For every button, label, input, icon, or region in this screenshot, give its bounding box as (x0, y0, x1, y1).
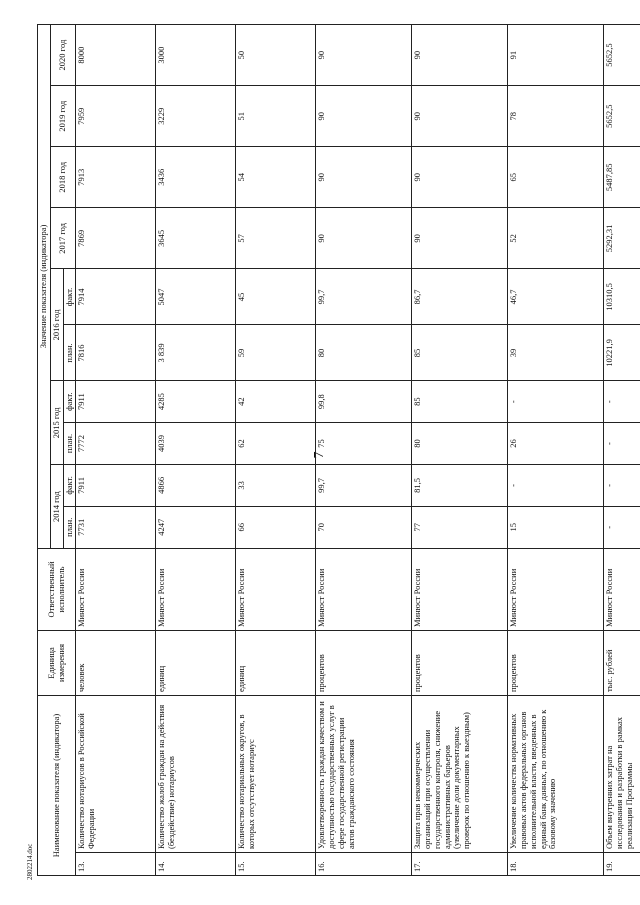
table-row (412, 25, 508, 876)
value-2017: 5292,31 (604, 208, 640, 269)
value-2015-plan: 26 (508, 422, 604, 464)
header-2018: 2018 год (50, 147, 76, 208)
unit-cell: процентов (508, 631, 604, 696)
indicator-name: Объем внутренних затрат на исследования и разработки в рамках реализации Программы (604, 696, 640, 853)
value-2018: 3436 (156, 147, 236, 208)
value-2018: 90 (316, 147, 412, 208)
indicator-name: Увеличение количества нормативных правовых актов федеральных органов исполнительной власти, введенных в единый банк данных, по отношению к базовому значению (508, 696, 604, 853)
value-2014-plan: 4247 (156, 506, 236, 548)
value-2019: 5652,5 (604, 86, 640, 147)
value-2016-fact: 7914 (76, 269, 156, 325)
value-2015-fact: 99,8 (316, 381, 412, 422)
indicators-table (37, 24, 640, 876)
indicator-name: Количество жалоб граждан на действия (бездействие) нотариусов (156, 696, 236, 853)
executor-cell: Минюст России (156, 549, 236, 631)
value-2016-fact: 46,7 (508, 269, 604, 325)
executor-cell: Минюст России (236, 549, 316, 631)
value-2019: 90 (412, 86, 508, 147)
value-2015-plan: 62 (236, 422, 316, 464)
value-2015-fact: 42 (236, 381, 316, 422)
value-2014-plan: 66 (236, 506, 316, 548)
value-2015-fact: 85 (412, 381, 508, 422)
value-2018: 90 (412, 147, 508, 208)
unit-cell: процентов (412, 631, 508, 696)
indicator-name: Количество нотариусов в Российской Федерации (76, 696, 156, 853)
value-2016-plan: 10221,9 (604, 325, 640, 381)
value-2016-plan: 59 (236, 325, 316, 381)
value-2017: 7869 (76, 208, 156, 269)
value-2016-fact: 45 (236, 269, 316, 325)
value-2014-fact: 81,5 (412, 465, 508, 506)
header-2015: 2015 год (50, 381, 63, 465)
header-plan-2014: план. (63, 506, 76, 548)
value-2016-plan: 80 (316, 325, 412, 381)
table-row (156, 25, 236, 876)
header-fact-2016: факт. (63, 269, 76, 325)
header-name: Наименование показателя (индикатора) (38, 696, 76, 876)
value-2017: 90 (316, 208, 412, 269)
value-2014-fact: - (508, 465, 604, 506)
executor-cell: Минюст России (316, 549, 412, 631)
unit-cell: тыс. рублей (604, 631, 640, 696)
table-row (316, 25, 412, 876)
value-2020: 90 (412, 25, 508, 86)
executor-cell: Минюст России (412, 549, 508, 631)
value-2015-fact: 7911 (76, 381, 156, 422)
value-2017: 3645 (156, 208, 236, 269)
value-2016-plan: 39 (508, 325, 604, 381)
header-2014: 2014 год (50, 465, 63, 549)
value-2015-plan: 7772 (76, 422, 156, 464)
row-number: 18. (508, 853, 604, 876)
value-2016-plan: 85 (412, 325, 508, 381)
row-number: 17. (412, 853, 508, 876)
value-2015-plan: 4039 (156, 422, 236, 464)
value-2019: 90 (316, 86, 412, 147)
header-plan-2015: план. (63, 422, 76, 464)
unit-cell: единиц (156, 631, 236, 696)
value-2015-fact: - (604, 381, 640, 422)
header-2016: 2016 год (50, 269, 63, 381)
table-row (76, 25, 156, 876)
value-2016-fact: 10310,5 (604, 269, 640, 325)
page-number: 7 (312, 451, 327, 459)
value-2016-fact: 99,7 (316, 269, 412, 325)
value-2015-fact: - (508, 381, 604, 422)
rotated-page-content (37, 24, 637, 876)
header-plan-2016: план. (63, 325, 76, 381)
value-2015-plan: 80 (412, 422, 508, 464)
row-number: 14. (156, 853, 236, 876)
header-values: Значение показателя (индикатора) (38, 25, 51, 549)
header-executor: Ответственный исполнитель (38, 549, 76, 631)
executor-cell: Минюст России (604, 549, 640, 631)
value-2020: 5652,5 (604, 25, 640, 86)
value-2018: 7913 (76, 147, 156, 208)
value-2015-fact: 4285 (156, 381, 236, 422)
unit-cell: человек (76, 631, 156, 696)
value-2014-plan: 77 (412, 506, 508, 548)
header-2019: 2019 год (50, 86, 76, 147)
value-2014-fact: 33 (236, 465, 316, 506)
indicator-name: Количество нотариальных округов, в которых отсутствует нотариус (236, 696, 316, 853)
value-2016-fact: 86,7 (412, 269, 508, 325)
value-2014-plan: - (604, 506, 640, 548)
value-2020: 90 (316, 25, 412, 86)
footer-file-code: 2802214.doc (26, 843, 34, 880)
value-2014-fact: 4866 (156, 465, 236, 506)
table-row (508, 25, 604, 876)
value-2016-fact: 5047 (156, 269, 236, 325)
value-2015-plan: - (604, 422, 640, 464)
value-2014-plan: 70 (316, 506, 412, 548)
value-2014-plan: 7731 (76, 506, 156, 548)
header-fact-2015: факт. (63, 381, 76, 422)
value-2018: 54 (236, 147, 316, 208)
value-2020: 3000 (156, 25, 236, 86)
unit-cell: единиц (236, 631, 316, 696)
value-2014-fact: - (604, 465, 640, 506)
value-2016-plan: 3 839 (156, 325, 236, 381)
value-2015-plan: 75 (316, 422, 412, 464)
unit-cell: процентов (316, 631, 412, 696)
indicator-name: Защита прав некоммерческих организаций при осуществлении государственного контроля, снижение административных барьеров (увеличение доли документарных проверок по отношению к выездным) (412, 696, 508, 853)
value-2018: 65 (508, 147, 604, 208)
value-2014-fact: 7911 (76, 465, 156, 506)
value-2019: 51 (236, 86, 316, 147)
indicator-name: Удовлетворенность граждан качеством и доступностью государственных услуг в сфере государственной регистрации актов гражданского состояния (316, 696, 412, 853)
value-2019: 3229 (156, 86, 236, 147)
executor-cell: Минюст России (76, 549, 156, 631)
table-row (604, 25, 640, 876)
value-2014-fact: 99,7 (316, 465, 412, 506)
value-2017: 90 (412, 208, 508, 269)
executor-cell: Минюст России (508, 549, 604, 631)
row-number: 19. (604, 853, 640, 876)
table-row (236, 25, 316, 876)
header-unit: Единица измерения (38, 631, 76, 696)
value-2019: 7959 (76, 86, 156, 147)
value-2017: 57 (236, 208, 316, 269)
value-2020: 91 (508, 25, 604, 86)
row-number: 15. (236, 853, 316, 876)
value-2020: 8000 (76, 25, 156, 86)
header-2017: 2017 год (50, 208, 76, 269)
row-number: 13. (76, 853, 156, 876)
value-2019: 78 (508, 86, 604, 147)
row-number: 16. (316, 853, 412, 876)
value-2016-plan: 7816 (76, 325, 156, 381)
value-2018: 5487,85 (604, 147, 640, 208)
header-2020: 2020 год (50, 25, 76, 86)
value-2020: 50 (236, 25, 316, 86)
value-2014-plan: 15 (508, 506, 604, 548)
header-fact-2014: факт. (63, 465, 76, 506)
value-2017: 52 (508, 208, 604, 269)
